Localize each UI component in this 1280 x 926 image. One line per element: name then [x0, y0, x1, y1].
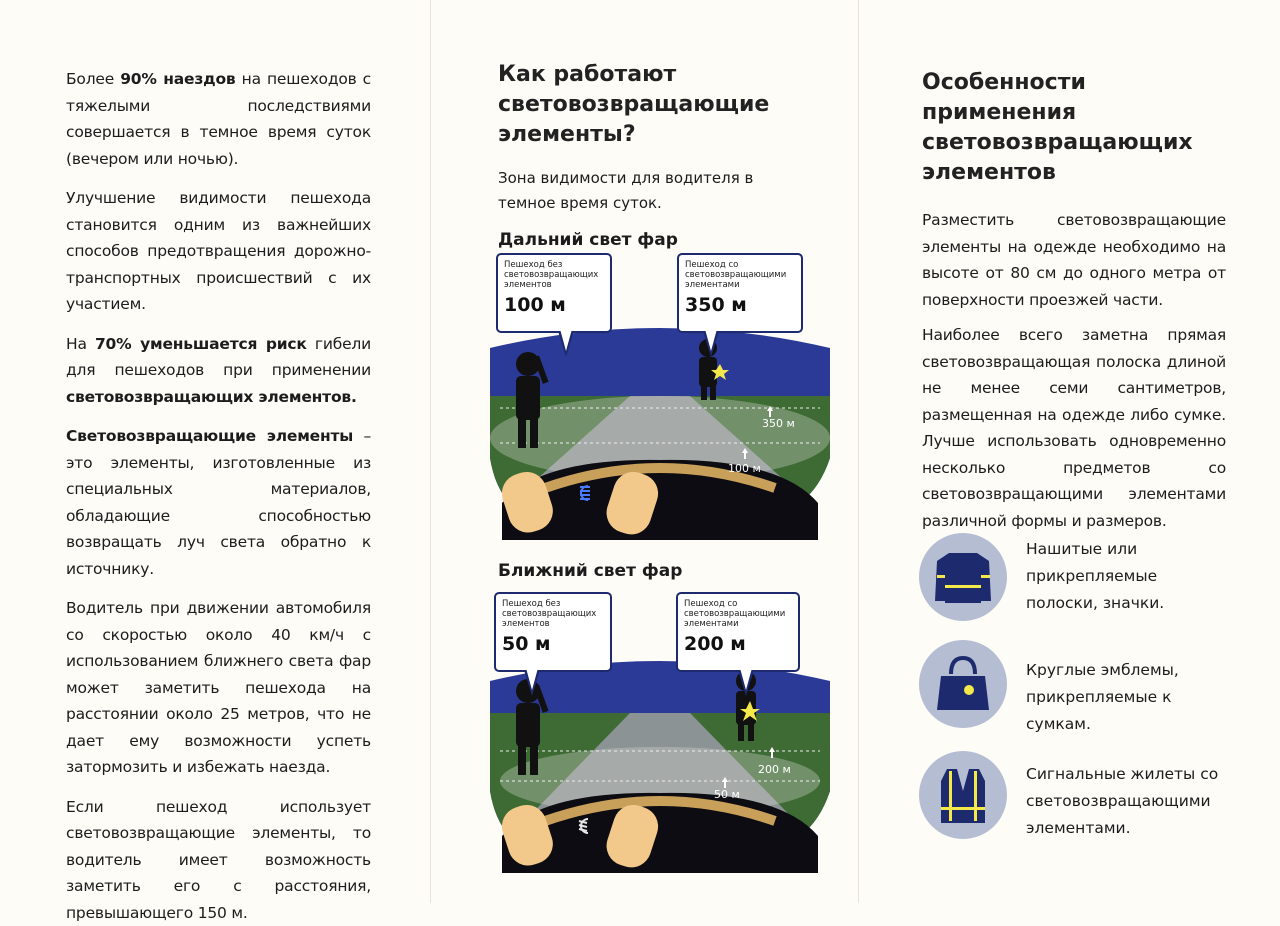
paragraph-risk: На 70% уменьшается риск гибели для пешеходов при применении световозвращающих элементов.	[66, 331, 371, 411]
middle-intro: Зона видимости для водителя в темное время суток.	[498, 166, 808, 216]
high-beam-near-mark: 100 м	[728, 463, 761, 475]
high-beam-scene	[480, 318, 840, 540]
low-beam-far-mark: 200 м	[758, 764, 791, 776]
high-beam-heading: Дальний свет фар	[498, 230, 678, 250]
bubble-label: Пешеход со световозвращающими элементами	[685, 260, 795, 290]
feature-stripes-text: Нашитые или прикрепляемые полоски, значки.	[1026, 536, 1226, 617]
paragraph-driver-speed: Водитель при движении автомобиля со скоростью около 40 км/ч с использованием ближнего света фар может заметить пешехода на расстоянии около 25 метров, что не дает ему возможности успеть затормозить и избежать наезда.	[66, 595, 371, 781]
bubble-distance: 200 м	[684, 633, 792, 655]
bubble-distance: 100 м	[504, 294, 604, 316]
low-beam-bubble-with-reflector	[676, 592, 800, 672]
low-beam-bubble-no-reflector	[494, 592, 612, 672]
bubble-distance: 350 м	[685, 294, 795, 316]
feature-vests-text: Сигнальные жилеты со световозвращающими элементами.	[1026, 761, 1226, 842]
bubble-label: Пешеход без световозвращающих элементов	[502, 599, 604, 629]
bubble-label: Пешеход без световозвращающих элементов	[504, 260, 604, 290]
high-beam-bubble-no-reflector	[496, 253, 612, 333]
bag-icon	[919, 640, 1007, 728]
high-beam-far-mark: 350 м	[762, 418, 795, 430]
jacket-icon	[919, 533, 1007, 621]
paragraph-strip-length: Наиболее всего заметна прямая световозвращающая полоска длиной не менее семи сантиметров, размещенная на одежде либо сумке. Лучше использовать одновременно несколько предметов со световозвращающими элементами различной формы и размеров.	[922, 322, 1226, 534]
left-column	[66, 66, 371, 903]
paragraph-definition: Световозвращающие элементы – это элементы, изготовленные из специальных материалов, обладающие способностью возвращать луч света обратно к источнику.	[66, 423, 371, 582]
low-beam-near-mark: 50 м	[714, 789, 740, 801]
right-column	[922, 0, 1228, 903]
bubble-label: Пешеход со световозвращающими элементами	[684, 599, 792, 629]
bubble-distance: 50 м	[502, 633, 604, 655]
paragraph-visibility: Улучшение видимости пешехода становится одним из важнейших способов предотвращения дорожно-транспортных происшествий с их участием.	[66, 185, 371, 318]
high-beam-bubble-with-reflector	[677, 253, 803, 333]
fold-line-right	[858, 0, 859, 903]
right-title: Особенности применения световозвращающих элементов	[922, 68, 1222, 188]
paragraph-statistics: Более 90% наездов на пешеходов с тяжелыми последствиями совершается в темное время суток (вечером или ночью).	[66, 66, 371, 172]
paragraph-placement-height: Разместить световозвращающие элементы на одежде необходимо на высоте от 80 см до одного метра от поверхности проезжей части.	[922, 207, 1226, 313]
vest-icon	[919, 751, 1007, 839]
feature-bag-emblems	[922, 640, 1228, 730]
middle-title: Как работают световозвращающие элементы?	[498, 60, 798, 150]
feature-stripes	[922, 533, 1228, 623]
paragraph-reflective-distance: Если пешеход использует световозвращающие элементы, то водитель имеет возможность заметить его с расстояния, превышающего 150 м.	[66, 794, 371, 926]
middle-column	[480, 0, 840, 903]
feature-vests	[922, 751, 1228, 841]
low-beam-heading: Ближний свет фар	[498, 561, 682, 581]
fold-line-left	[430, 0, 431, 903]
feature-bag-emblems-text: Круглые эмблемы, прикрепляемые к сумкам.	[1026, 657, 1226, 738]
